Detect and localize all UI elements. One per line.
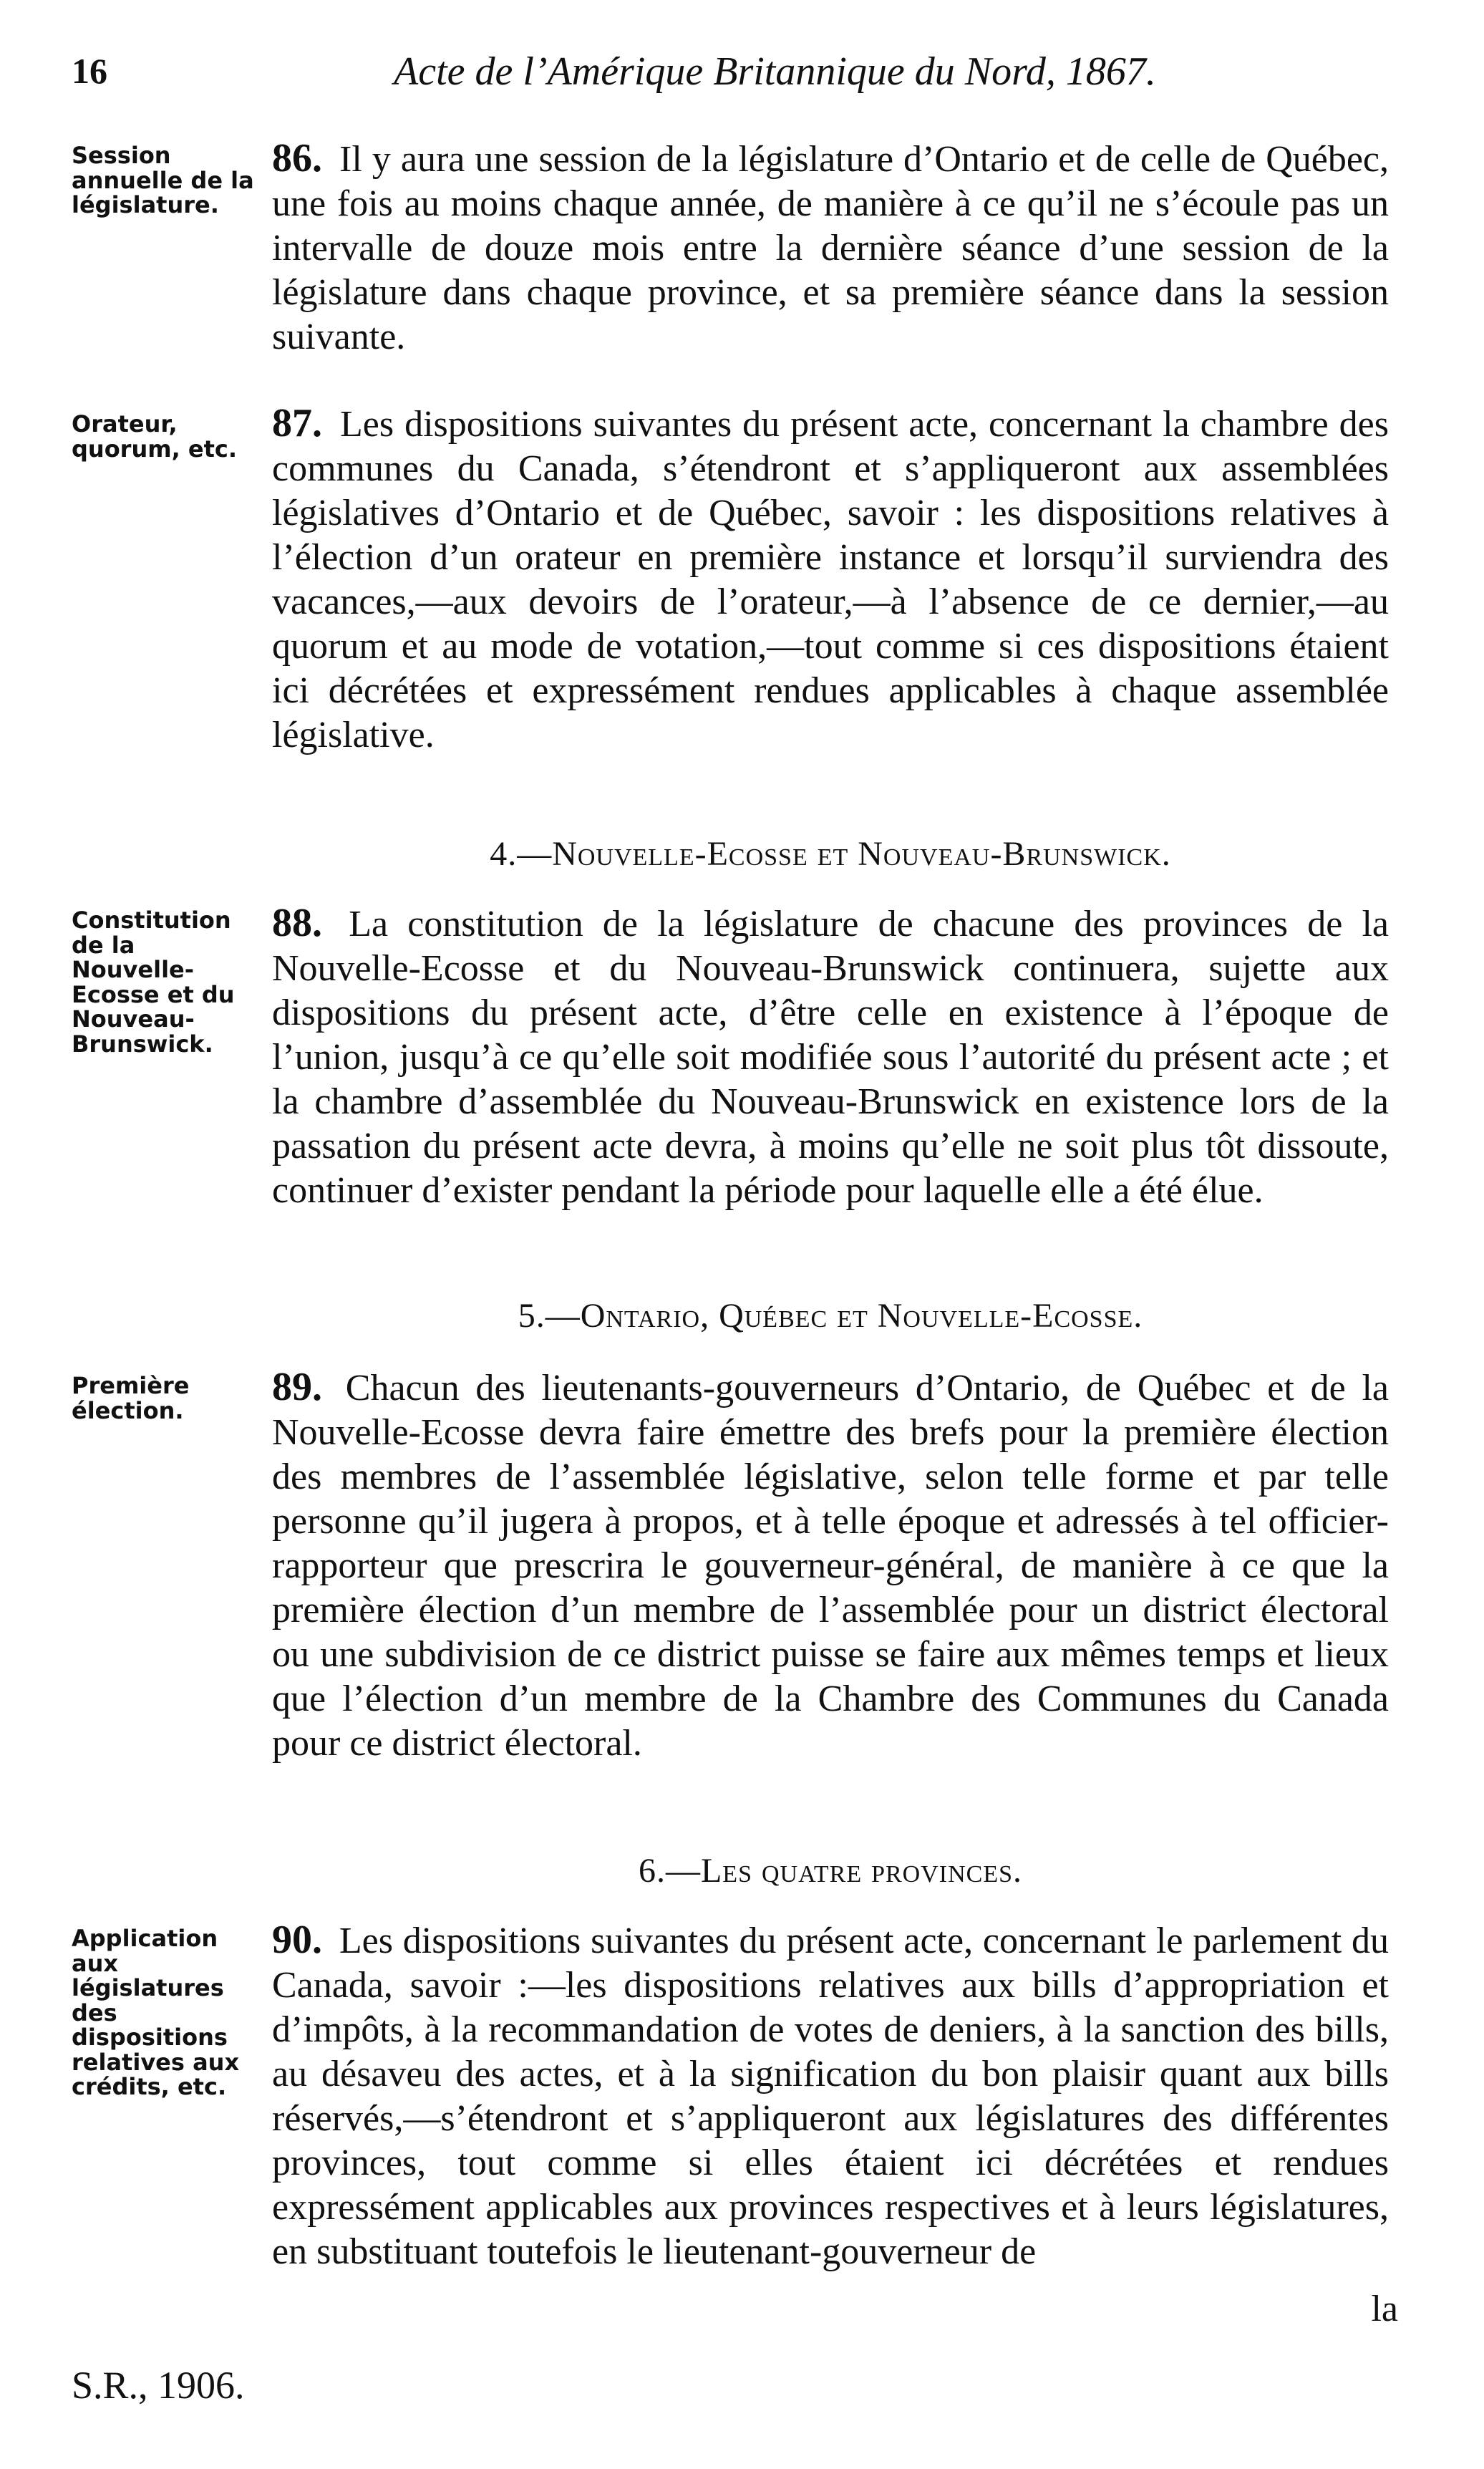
- section-90: [272, 1918, 1389, 2274]
- section-number-86: 86.: [272, 136, 322, 180]
- section-text-90: Les dispositions suivantes du présent acte, concernant le parlement du Canada, savoir :—les dispositions relatives aux bills d’appropriation et d’impôts, à la recommandation de votes de deniers, à la sanction des bills, au désaveu des actes, et à la signification du bon plaisir quant aux bills réservés,—s’étendront et s’appliqueront aux législatures des différentes provinces, tout comme si elles étaient ici décrétées et rendues expressément applicables aux provinces respectives et à leurs législatures, en substituant toutefois le lieutenant-gouverneur de: [272, 1920, 1390, 2272]
- section-89: [272, 1365, 1389, 1766]
- section-text-86: Il y aura une session de la législature d’Ontario et de celle de Québec, une fois au moins chaque année, de manière à ce qu’il ne s’écoule pas un intervalle de douze mois entre la dernière séance d’une session de la législature dans chaque province, et sa première séance dans la session suivante.: [272, 139, 1390, 357]
- margin-note-86: Session annuelle de la législature.: [72, 142, 254, 219]
- margin-note-89: Première élection.: [72, 1372, 190, 1424]
- section-text-89: Chacun des lieutenants-gouverneurs d’Ontario, de Québec et de la Nouvelle-Ecosse devra faire émettre des brefs pour la première élection des membres de l’assemblée législative, selon telle forme et par telle personne qu’il jugera à propos, et à telle époque et adressés à tel officier-rapporteur que prescrira le gouverneur-général, de manière à ce que la première élection d’un membre de l’assemblée pour un district électoral ou une subdivision de ce district puisse se faire aux mêmes temps et lieux que l’élection d’un membre de la Chambre des Communes du Canada pour ce district électoral.: [272, 1368, 1390, 1764]
- subheading-6: 6.—Les quatre provinces.: [638, 1852, 1023, 1890]
- section-text-88: La constitution de la législature de chacune des provinces de la Nouvelle-Ecosse et du Nouveau-Brunswick continuera, sujette aux dispositions du présent acte, d’être celle en existence à l’époque de l’union, jusqu’à ce qu’elle soit modifiée sous l’autorité du présent acte ; et la chambre d’assemblée du Nouveau-Brunswick en existence lors de la passation du présent acte devra, à moins qu’elle ne soit plus tôt dissoute, continuer d’exister pendant la période pour laquelle elle a été élue.: [272, 904, 1390, 1211]
- subheading-4: 4.—Nouvelle-Ecosse et Nouveau-Brunswick.: [490, 835, 1171, 873]
- catchword: la: [1371, 2289, 1398, 2329]
- section-87: [272, 401, 1389, 758]
- footer-citation: S.R., 1906.: [72, 2364, 245, 2407]
- section-88: [272, 901, 1389, 1213]
- section-number-87: 87.: [272, 401, 322, 445]
- margin-note-87: Orateur, quorum, etc.: [72, 410, 237, 463]
- margin-note-90: Application aux législatures des dispositions relatives aux crédits, etc.: [72, 1925, 240, 2101]
- section-number-90: 90.: [272, 1918, 322, 1962]
- running-head: Acte de l’Amérique Britannique du Nord, 1867.: [394, 49, 1156, 94]
- page-number: 16: [72, 51, 107, 91]
- section-number-89: 89.: [272, 1365, 322, 1409]
- subheading-5: 5.—Ontario, Québec et Nouvelle-Ecosse.: [518, 1297, 1143, 1335]
- margin-note-88: Constitution de la Nouvelle-Ecosse et du Nouveau-Brunswick.: [72, 907, 235, 1058]
- section-number-88: 88.: [272, 901, 322, 945]
- section-text-87: Les dispositions suivantes du présent acte, concernant la chambre des communes du Canada, s’étendront et s’appliqueront aux assemblées législatives d’Ontario et de Québec, savoir : les dispositions relatives à l’élection d’un orateur en première instance et lorsqu’il surviendra des vacances,—aux devoirs de l’orateur,—à l’absence de ce dernier,—au quorum et au mode de votation,—tout comme si ces dispositions étaient ici décrétées et expressément rendues applicables à chaque assemblée législative.: [272, 404, 1389, 755]
- section-86: [272, 136, 1389, 359]
